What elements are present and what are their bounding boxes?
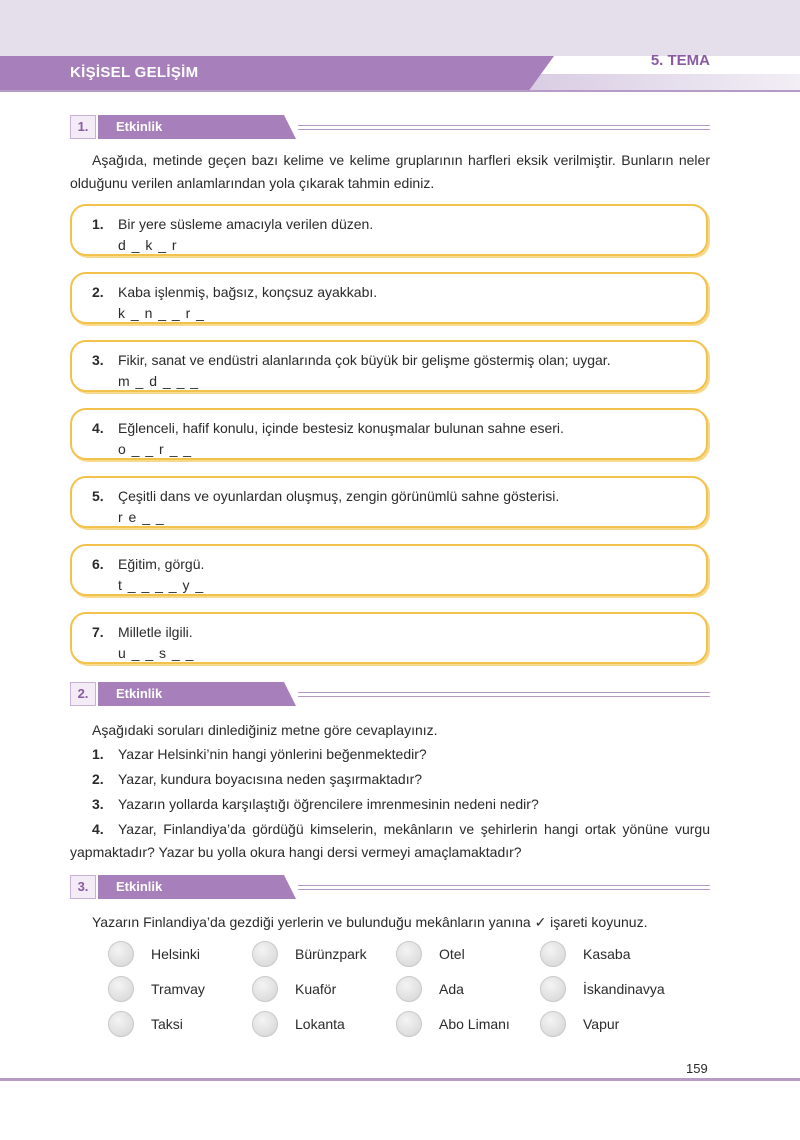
question-item — [70, 818, 710, 864]
question-text: Yazar, Finlandiya’da gördüğü kimselerin, mekânların ve şehirlerin hangi ortak yönüne vurgu yapmaktadır? Yazar bu yolla okura hangi dersi vermeyi amaçlamaktadır? — [70, 821, 710, 860]
option-label: Tramvay — [151, 981, 205, 997]
page-number: 159 — [686, 1061, 708, 1076]
checkbox-circle[interactable] — [396, 976, 422, 1002]
section-title: KİŞİSEL GELİŞİM — [70, 64, 199, 81]
letter-hint: r e _ _ — [118, 509, 165, 525]
header-right-band — [530, 74, 800, 90]
option-label: Abo Limanı — [439, 1016, 510, 1032]
activity-number: 3. — [70, 875, 96, 899]
option-label: İskandinavya — [583, 981, 665, 997]
question-card — [70, 340, 708, 392]
checkbox-circle[interactable] — [540, 976, 566, 1002]
checkbox-circle[interactable] — [396, 941, 422, 967]
letter-hint: d _ k _ r — [118, 237, 178, 253]
activity-label: Etkinlik — [98, 682, 284, 706]
question-text: Çeşitli dans ve oyunlardan oluşmuş, zengin görünümlü sahne gösterisi. — [118, 488, 560, 504]
activity-label: Etkinlik — [98, 115, 284, 139]
question-text: Eğlenceli, hafif konulu, içinde bestesiz konuşmalar bulunan sahne eseri. — [118, 420, 564, 436]
checkbox-circle[interactable] — [108, 1011, 134, 1037]
question-text: Yazar, kundura boyacısına neden şaşırmaktadır? — [118, 771, 423, 787]
activity-rule — [298, 885, 710, 890]
question-number: 6. — [92, 556, 104, 572]
option-label: Bürünzpark — [295, 946, 367, 962]
activity-number: 2. — [70, 682, 96, 706]
question-number: 2. — [92, 771, 104, 787]
checkbox-circle[interactable] — [252, 1011, 278, 1037]
top-band — [0, 0, 800, 56]
activity-rule — [298, 692, 710, 697]
question-number: 7. — [92, 624, 104, 640]
question-card — [70, 476, 708, 528]
letter-hint: t _ _ _ _ y _ — [118, 577, 205, 593]
activity-3-instructions: Yazarın Finlandiya’da gezdiği yerlerin ve bulunduğu mekânların yanına ✓ işareti koyunuz. — [92, 914, 648, 930]
option-label: Vapur — [583, 1016, 620, 1032]
question-text: Yazarın yollarda karşılaştığı öğrencilere imrenmesinin nedeni nedir? — [118, 796, 539, 812]
checkbox-circle[interactable] — [252, 941, 278, 967]
header-divider — [0, 90, 800, 92]
footer-rule — [0, 1078, 800, 1081]
activity-2-instructions: Aşağıdaki soruları dinlediğiniz metne göre cevaplayınız. — [92, 722, 438, 738]
question-number: 5. — [92, 488, 104, 504]
question-number: 1. — [92, 216, 104, 232]
option-label: Kuaför — [295, 981, 337, 997]
activity-rule — [298, 125, 710, 130]
checkbox-circle[interactable] — [252, 976, 278, 1002]
question-text: Eğitim, görgü. — [118, 556, 205, 572]
question-item — [70, 793, 710, 816]
option-label: Otel — [439, 946, 465, 962]
option-label: Taksi — [151, 1016, 183, 1032]
activity-number: 1. — [70, 115, 96, 139]
option-label: Kasaba — [583, 946, 631, 962]
letter-hint: o _ _ r _ _ — [118, 441, 193, 457]
option-label: Helsinki — [151, 946, 201, 962]
question-card — [70, 544, 708, 596]
question-card — [70, 612, 708, 664]
question-text: Bir yere süsleme amacıyla verilen düzen. — [118, 216, 374, 232]
question-card — [70, 204, 708, 256]
question-item — [70, 743, 710, 766]
checkbox-circle[interactable] — [540, 1011, 566, 1037]
question-number: 2. — [92, 284, 104, 300]
question-text: Yazar Helsinki’nin hangi yönlerini beğenmektedir? — [118, 746, 427, 762]
checkbox-circle[interactable] — [540, 941, 566, 967]
question-number: 4. — [92, 420, 104, 436]
question-number: 1. — [92, 746, 104, 762]
option-label: Ada — [439, 981, 464, 997]
question-number: 3. — [92, 796, 104, 812]
option-label: Lokanta — [295, 1016, 345, 1032]
checkbox-circle[interactable] — [108, 941, 134, 967]
activity-1-instructions: Aşağıda, metinde geçen bazı kelime ve kelime gruplarının harfleri eksik verilmiştir. Bunların neler olduğunu verilen anlamlarından yola çıkarak tahmin ediniz. — [70, 152, 710, 191]
question-item — [70, 768, 710, 791]
question-text: Fikir, sanat ve endüstri alanlarında çok büyük bir gelişme göstermiş olan; uygar. — [118, 352, 611, 368]
theme-label: 5. TEMA — [650, 52, 710, 69]
question-text: Kaba işlenmiş, bağsız, konçsuz ayakkabı. — [118, 284, 378, 300]
question-text: Milletle ilgili. — [118, 624, 193, 640]
letter-hint: m _ d _ _ _ — [118, 373, 200, 389]
letter-hint: u _ _ s _ _ — [118, 645, 195, 661]
question-card — [70, 272, 708, 324]
checkbox-circle[interactable] — [396, 1011, 422, 1037]
question-number: 4. — [92, 821, 104, 837]
question-card — [70, 408, 708, 460]
question-number: 3. — [92, 352, 104, 368]
activity-label: Etkinlik — [98, 875, 284, 899]
letter-hint: k _ n _ _ r _ — [118, 305, 205, 321]
checkbox-circle[interactable] — [108, 976, 134, 1002]
